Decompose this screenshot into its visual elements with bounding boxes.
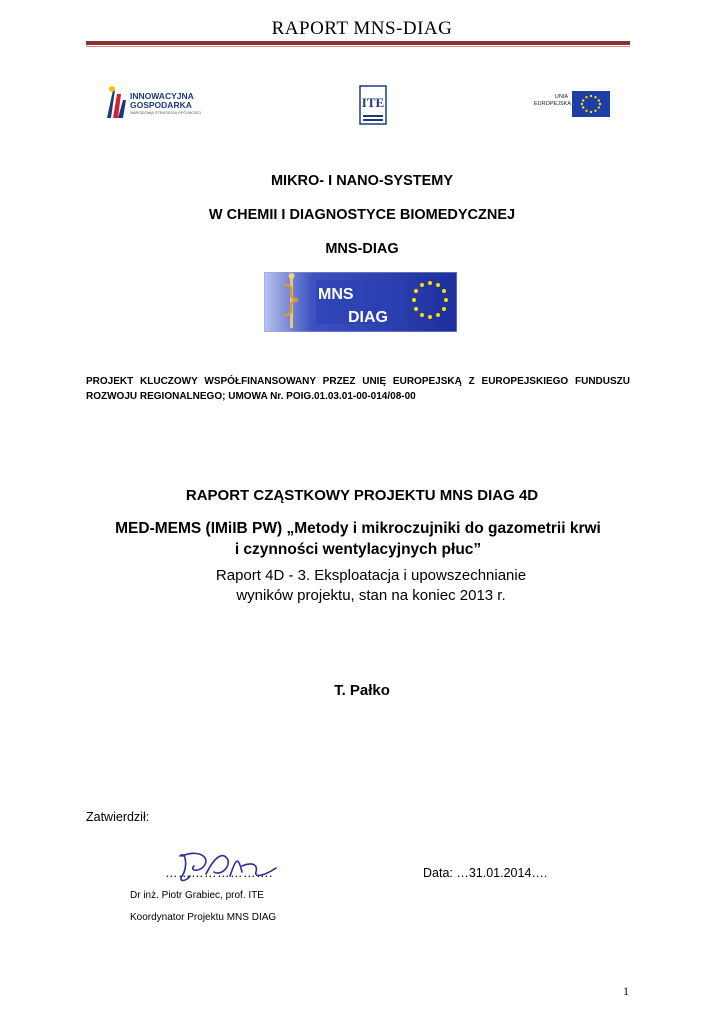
signer-name: Dr inż. Piotr Grabiec, prof. ITE bbox=[130, 890, 264, 901]
author-name: T. Pałko bbox=[334, 682, 390, 699]
banner-word-mns: MNS bbox=[318, 286, 354, 303]
header-rule-thin bbox=[86, 46, 630, 47]
eu-logo bbox=[534, 91, 610, 117]
project-funding-note: PROJEKT KLUCZOWY WSPÓŁFINANSOWANY PRZEZ UNIĘ EUROPEJSKĄ Z EUROPEJSKIEGO FUNDUSZU ROZWOJU REGIONALNEGO; UMOWA Nr. POIG.01.03.01-00-014/08-00 bbox=[86, 376, 630, 402]
report-subtitle: Raport 4D - 3. Eksploatacja i upowszechnianie wyników projektu, stan na koniec 2013 r. bbox=[215, 567, 527, 604]
title-line-2: W CHEMII I DIAGNOSTYCE BIOMEDYCZNEJ bbox=[208, 207, 516, 223]
eu-logo-text: UNIA EUROPEJSKA bbox=[534, 94, 571, 107]
ig-logo-text: INNOWACYJNA GOSPODARKA bbox=[130, 91, 194, 110]
innowacyjna-gospodarka-logo bbox=[103, 84, 218, 120]
ig-emblem-icon bbox=[103, 84, 127, 120]
approval-label: Zatwierdził: bbox=[86, 810, 150, 824]
header-rule bbox=[86, 41, 630, 45]
banner-word-diag: DIAG bbox=[348, 309, 388, 326]
signature-line: ……………………. bbox=[165, 866, 273, 880]
handwritten-signature bbox=[172, 846, 282, 890]
med-mems-title: MED-MEMS (IMiIB PW) „Metody i mikroczujniki do gazometrii krwi i czynności wentylacyjnych płuc” bbox=[115, 520, 601, 558]
ite-logo bbox=[359, 85, 387, 125]
signer-role: Koordynator Projektu MNS DIAG bbox=[130, 912, 277, 923]
title-line-3: MNS-DIAG bbox=[325, 241, 399, 257]
title-line-1: MIKRO- I NANO-SYSTEMY bbox=[270, 173, 454, 189]
ig-logo-subtext: NARODOWA STRATEGIA SPÓJNOŚCI bbox=[130, 110, 202, 115]
ite-logo-text: ITE bbox=[361, 95, 385, 110]
eu-flag-icon bbox=[572, 91, 610, 117]
mns-diag-banner bbox=[264, 272, 457, 332]
header-title: RAPORT MNS-DIAG bbox=[271, 18, 453, 39]
approval-date: Data: …31.01.2014…. bbox=[423, 866, 548, 880]
page-number: 1 bbox=[623, 984, 629, 998]
report-title: RAPORT CZĄSTKOWY PROJEKTU MNS DIAG 4D bbox=[185, 487, 539, 504]
